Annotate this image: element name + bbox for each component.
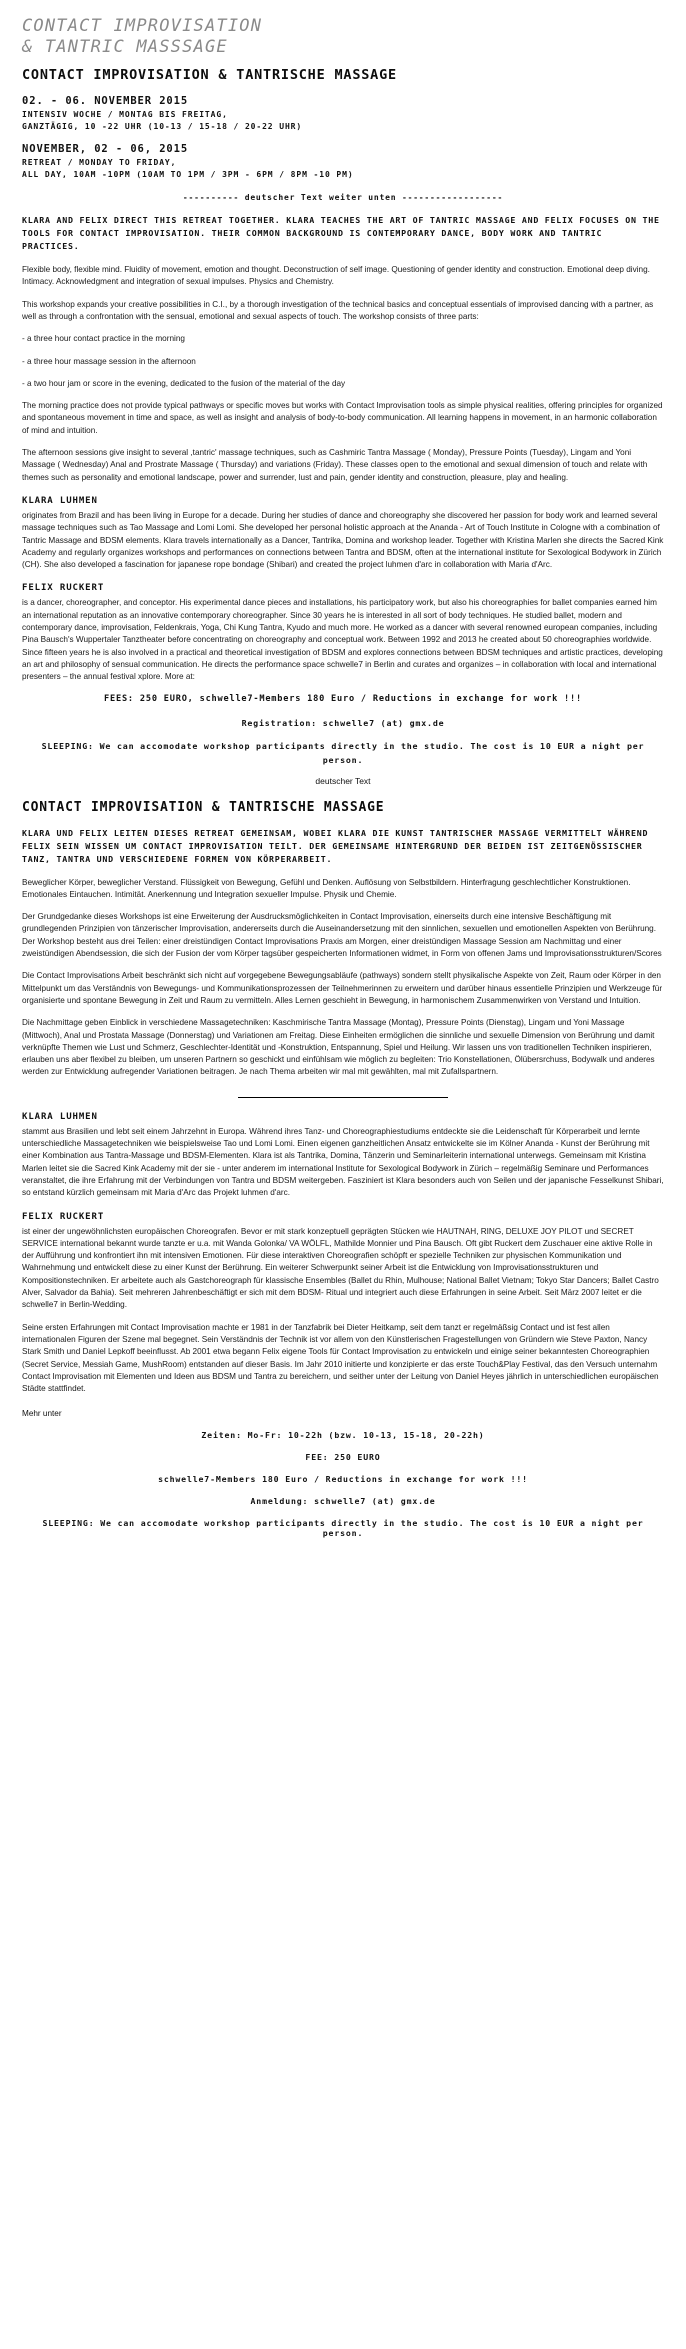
paragraph-bullet: - a three hour massage session in the afternoon	[22, 356, 196, 366]
german-text-notice: ---------- deutscher Text weiter unten ------------------	[182, 193, 504, 203]
sleeping-en: SLEEPING: We can accomodate workshop participants directly in the studio. The cost is 10 EUR a night per person.	[41, 741, 645, 765]
paragraph-de: Der Grundgedanke dieses Workshops ist eine Erweiterung der Ausdrucksmöglichkeiten in Contact Improvisation, einerseits durch eine intensive Beschäftigung mit grundlegenden Prinzipien von tänzerischer Improvisation, andererseits durch die Auseinandersetzung mit den sinnlichen, sexuellen und emotionellen Aspekten von Berührung. Der Workshop besteht aus drei Teilen: einer dreistündigen Contact Improvisations Praxis am Morgen, einer dreistündigen Massage Session am Nachmittag und einer zweistündigen Abendsession, die sich der Fusion der vom Körper tagsüber gespeicherten Informationen widmet, in Form von offenen Jams und Improvisationsstrukturen/Scores	[22, 912, 662, 959]
date-subheading-en	[22, 157, 664, 181]
date-sub-line-2: GANZTÄGIG, 10 -22 UHR (10-13 / 15-18 / 20-22 UHR)	[22, 122, 303, 132]
bio-heading-klara-en: KLARA LUHMEN	[22, 495, 98, 506]
sleeping-de: SLEEPING: We can accomodate workshop participants directly in the studio. The cost is 10 EUR a night per person.	[42, 1518, 644, 1539]
paragraph: The afternoon sessions give insight to several ,tantric' massage techniques, such as Cashmiric Tantra Massage ( Monday), Pressure Points (Tuesday), Lingam and Yoni Massage ( Wednesday) Anal and Prostrate Massage ( Thursday) and variations (Friday). These classes open to the emotional and sexual dimension of touch and relate with themes such as personality and emotional landscape, power and surrender, lust and pain, gender identity and construction, pleasure, play and healing.	[22, 448, 648, 482]
bio-text-klara-de: stammt aus Brasilien und lebt seit einem Jahrzehnt in Europa. Während ihres Tanz- und Choreographiestudiums entdeckte sie die Leidenschaft für Körperarbeit und lernte unterschiedliche Massagetechniken wie beispielsweise Tao und Lomi Lomi. Einen eigenen ganzheitlichen Ansatz entwickelte sie im Kölner Ananda - Kunst der Berührung mit einer Kombination aus Tantra-Massage und BDSM-Elementen. Klara ist als Tantrika, Domina, Tänzerin und Seminarleiterin international unterwegs. Gemeinsam mit Kristina Marlen leitet sie die Sacred Kink Academy mit der sie - unter anderem im international Institute for Sexological Bodywork in Zürich – regelmäßig Seminare und Performances veranstaltet, die ihre Erfahrung mit der Verbindungen von Tantra und BDSM weitergeben. Fasziniert ist Klara besonders auch von Seilen und der japanische Fesselkunst Shibari, so entstand kürzlich gemeinsam mit Maria d'Arc das Projekt luhmen d'arc.	[22, 1126, 664, 1198]
date-sub-line-1: INTENSIV WOCHE / MONTAG BIS FREITAG,	[22, 110, 228, 120]
page-title: CONTACT IMPROVISATION & TANTRISCHE MASSAGE	[22, 67, 397, 84]
paragraph: This workshop expands your creative possibilities in C.I., by a thorough investigation of the technical basics and conceptual essentials of improvised dancing with a partner, as well as through a confrontation with the sensual, emotional and sexual aspects of touch. The workshop consists of three parts:	[22, 299, 654, 321]
fees-en: FEES: 250 EURO, schwelle7-Members 180 Euro / Reductions in exchange for work !!!	[104, 694, 582, 705]
registration-en: Registration: schwelle7 (at) gmx.de	[241, 718, 445, 729]
date-sub-line-3: RETREAT / MONDAY TO FRIDAY,	[22, 158, 177, 168]
date-subheading-de	[22, 109, 664, 133]
bio-heading-klara-de: KLARA LUHMEN	[22, 1111, 98, 1122]
german-text-label-text: deutscher Text	[309, 776, 376, 786]
bio-text-klara-en: originates from Brazil and has been living in Europe for a decade. During her studies of dance and choreography she discovered her passion for body work and learned several massage techniques such as Tao Massage and Lomi Lomi. She developed her personal holistic approach at the Ananda - Art of Touch Institute in Cologne with a combination of Tantric Massage and BDSM elements. Klara travels internationally as a Dancer, Tantrika, Domina and workshop leader. Together with Kristina Marlen she directs the Sacred Kink Academy and regularly organizes workshops and performances on connections between Tantra and BDSM, often at the international institute for Sexological Bodywork in Zürich (CH). She also developed a fascination for japanese rope bondage (Shibari) and created the project luhmen d'arc in collaboration with Maria d'Arc.	[22, 510, 664, 570]
date-heading-en: NOVEMBER, 02 - 06, 2015	[22, 143, 189, 156]
paragraph-de: Die Nachmittage geben Einblick in verschiedene Massagetechniken: Kaschmirische Tantra Massage (Montag), Pressure Points (Dienstag), Lingam und Yoni Massage (Mittwoch), Anal und Prostata Massage (Donnerstag) und Variationen am Freitag. Diese Einheiten ermöglichen die sinnliche und sexuelle Dimension von Berührung und damit verknüpfte Themen wie Lust und Schmerz, Geschlechter-Identität und -Konstruktion, Entspannung, Spiel und Heilung. Wir lassen uns von traditionellen Techniken inspirieren, erlauben uns aber flexibel zu bleiben, um unseren Partnern so geschickt und einfühlsam wie möglich zu begleiten: Trio Konstellationen, Ölübersrchuss, Bodywalk und anderes werden zur Entwicklung aufregender Variationen beitragen. Je nach Thema arbeiten wir mal mit gewählten, mal mit Zufallspartnern.	[22, 1018, 655, 1077]
section-divider-short	[238, 1097, 448, 1098]
german-text-label	[22, 776, 664, 786]
logo	[22, 16, 664, 57]
bio-heading-felix-de: FELIX RUCKERT	[22, 1211, 105, 1222]
times-de: Zeiten: Mo-Fr: 10-22h (bzw. 10-13, 15-18, 20-22h)	[201, 1430, 485, 1441]
fee-de: FEE: 250 EURO	[305, 1452, 381, 1463]
paragraph-de: Die Contact Improvisations Arbeit beschränkt sich nicht auf vorgegebene Bewegungsabläufe (pathways) sondern stellt physikalische Aspekte von Zeit, Raum oder Körper in den Mittelpunkt um das Verständnis von Bewegungs- und Kommunikationsprozessen der Teilnehmerinnen zu erweitern und darüber hinaus essentielle Prinzipien und Werkzeuge für organisierte und spontane Bewegung in Zeit und Raum zu vermitteln. Alles Lernen geschieht in Bewegung, in harmonischem Zusammenwirken von Verstand und Intuition.	[22, 971, 663, 1005]
german-section-divider	[22, 776, 664, 787]
paragraph-bullet: - a two hour jam or score in the evening, dedicated to the fusion of the material of the day	[22, 378, 346, 388]
logo-line-1: CONTACT IMPROVISATION	[22, 16, 263, 36]
paragraph-de: Beweglicher Körper, beweglicher Verstand. Flüssigkeit von Bewegung, Gefühl und Denken. Auflösung von Selbstbildern. Hinterfragung geschlechtlicher Konstruktionen. Emotionales Eintauchen. Intimität. Anerkennung und Integration sexueller Impulse. Physik und Chemie.	[22, 877, 631, 899]
english-lead-paragraph: KLARA AND FELIX DIRECT THIS RETREAT TOGETHER. KLARA TEACHES THE ART OF TANTRIC MASSAGE AND FELIX FOCUSES ON THE TOOLS FOR CONTACT IMPROVISATION. THEIR COMMON BACKGROUND IS CONTEMPORARY DANCE, BODY WORK AND TANTRIC PRACTICES.	[22, 215, 660, 252]
bio-text-felix-de-2: Seine ersten Erfahrungen mit Contact Improvisation machte er 1981 in der Tanzfabrik bei Dieter Heitkamp, seit dem tanzt er regelmäßsig Contact und ist fest allen internationalen Figuren der Szene mal begegnet. Sein Verständnis der Technik ist vor allem von den Künstlerischen Fragestellungen von Gründern wie Steve Paxton, Nancy Stark Smith und Daniel Lepkoff beeinflusst. Ab 2001 etwa begann Felix eigene Tools für Contact Improvisation zu entwickeln und einige seiner bekanntesten Choreographien (Secret Service, Messiah Game, MushRoom) entstanden auf dieser Basis. Im Jahr 2010 initierte und konzipierte er das erste Touch&Play Festival, das den Versuch unternahm Contact Improvisation mit Elementen und Ideen aus BDSM und Tantra zu bereichern, und seither unter der Leitung von Daniel Heyes jährlich in unterschiedlichen europäischen Städte stattfindet.	[22, 1322, 659, 1394]
more-info-label: Mehr unter	[22, 1409, 62, 1419]
paragraph: Flexible body, flexible mind. Fluidity of movement, emotion and thought. Deconstruction of self image. Questioning of gender identity and construction. Emotional deep diving. Intimacy. Acknowledgment and integration of sexual impulses. Physics and Chemistry.	[22, 265, 650, 287]
page-title-de: CONTACT IMPROVISATION & TANTRISCHE MASSAGE	[22, 800, 385, 816]
german-lead-paragraph: KLARA UND FELIX LEITEN DIESES RETREAT GEMEINSAM, WOBEI KLARA DIE KUNST TANTRISCHER MASSAGE VERMITTELT WÄHREND FELIX SEIN WISSEN UM CONTACT IMPROVISATION TEILT. DER GEMEINSAME HINTERGRUND DER BEIDEN IST ZEITGENÖSSISCHER TANZ, TANTRA UND VERSCHIEDENE FORMEN VON KÖRPERARBEIT.	[22, 828, 649, 864]
bio-text-felix-de: ist einer der ungewöhnlichsten europäischen Choreografen. Bevor er mit stark konzeptuell geprägten Stücken wie HAUTNAH, RING, DELUXE JOY PILOT und SECRET SERVICE international bekannt wurde tanzte er u.a. mit Wanda Golonka/ VA WÖLFL, Mathilde Monnier und Pina Bausch. Oft gibt Ruckert dem Zuschauer eine aktive Rolle in der Aufführung und konfrontiert ihn mit intensiven Emotionen. Für diese interaktiven Choreografien schöpft er spezielle Techniken zur physischen Kommunikation und Wahrnehmung und entwickelt diese zu einer Kunst der Berührung. Ein weiterer Schwerpunkt seiner Arbeit ist die Entwicklung von Improvisationsstrukturen und Kompositionstechniken. Er arbeitete auch als Gastchoreograph für klassische Ensembles (Ballet du Rhin, Mulhouse; National Ballet Vietnam; Tokyo Star Dancers; Ballet Castro Alver, Salvador da Bahia). Seit mehreren Jahrenbeschäftigt er sich mit dem BDSM- Ritual und integriert auch diese Erfahrungen in seine Arbeit. Seit März 2007 leitet er die schwelle7 in Berlin-Wedding.	[22, 1226, 659, 1310]
date-heading-de: 02. - 06. NOVEMBER 2015	[22, 95, 189, 108]
date-sub-line-4: ALL DAY, 10AM -10PM (10AM TO 1PM / 3PM - 6PM / 8PM -10 PM)	[22, 170, 354, 180]
logo-line-2: & TANTRIC MASSSAGE	[22, 36, 228, 57]
members-discount-de: schwelle7-Members 180 Euro / Reductions in exchange for work !!!	[158, 1474, 528, 1485]
registration-de: Anmeldung: schwelle7 (at) gmx.de	[250, 1496, 436, 1507]
paragraph: The morning practice does not provide typical pathways or specific moves but works with Contact Improvisation tools as simple physical realities, offering principles for organized and spontaneous movement in time and space, as well as insight and analysis of body-to-body communication. All learning happens in movement, in an harmonic collaboration of mind and intuition.	[22, 401, 663, 435]
bio-heading-felix-en: FELIX RUCKERT	[22, 583, 105, 594]
bio-text-felix-en: is a dancer, choreographer, and conceptor. His experimental dance pieces and installations, his participatory work, but also his choreographies for ballet companies earned him an international reputation as an innovative contemporary choreographer. Since 30 years he is interested in all sort of body techniques. He studied ballet, modern and contemporary dance, improvisation, Feldenkrais, Yoga, Chi Kung Tantra, Kyudo and much more. He worked as a dancer with several renowned european companies, including Pina Bausch's Wuppertaler Tanztheater before concentrating on choreography and conceptual work. Between 1992 and 2013 he created about 50 choreographies worldwide. Since fifteen years he is also involved in a practical and theoretical investigation of BDSM and explores connections between BDSM techniques and artistic practices, developing an art and philosophy of sensual communication. He directs the performance space schwelle7 in Berlin and curates and organizes – in collaboration with local and international presenters – the annual festival xplore. More at:	[22, 598, 663, 682]
paragraph-bullet: - a three hour contact practice in the morning	[22, 334, 185, 344]
